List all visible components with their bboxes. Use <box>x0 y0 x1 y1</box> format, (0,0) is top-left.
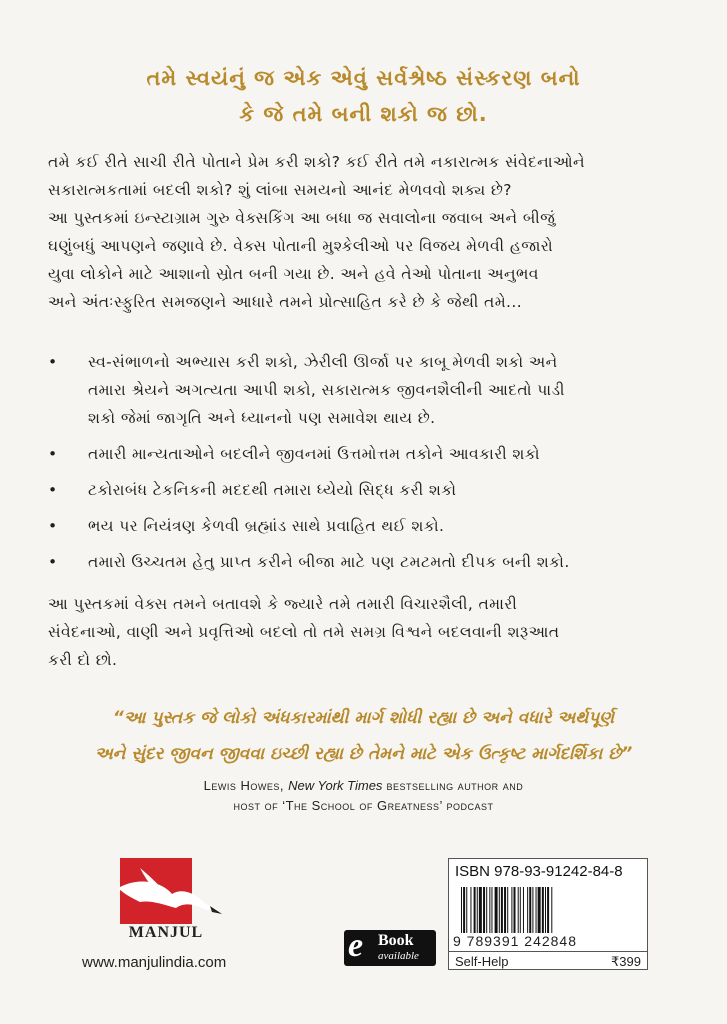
book-price: ₹399 <box>611 954 641 969</box>
bullet-line: શકો જેમાં જાગૃતિ અને ધ્યાનનો પણ સમાવેશ થાય છે. <box>88 409 436 427</box>
barcode-bar <box>527 887 528 933</box>
attribution-publication: New York Times <box>288 778 383 793</box>
barcode-bar <box>507 887 508 933</box>
barcode-bar <box>523 887 524 933</box>
bullet-line: તમારી માન્યતાઓને બદલીને જીવનમાં ઉત્તમોત્તમ તકોને આવકારી શકો <box>88 445 540 463</box>
ebook-sub-label: available <box>378 950 419 962</box>
outro-line: કરી દો છો. <box>48 651 118 669</box>
bullet-symbol: • <box>48 353 58 371</box>
intro-line: યુવા લોકોને માટે આશાનો સ્રોત બની ગયા છે. અને હવે તેઓ પોતાના અનુભવ <box>48 265 539 283</box>
ebook-e-letter: e <box>348 930 364 964</box>
bullet-line: તમારો ઉચ્ચતમ હેતુ પ્રાપ્ત કરીને બીજા માટે પણ ટમટમતો દીપક બની શકો. <box>88 553 570 571</box>
barcode-bar <box>477 887 478 933</box>
bullet-list <box>48 348 698 584</box>
barcode-bar <box>520 887 521 933</box>
isbn-label: ISBN 978-93-91242-84-8 <box>455 863 623 880</box>
publisher-website: www.manjulindia.com <box>82 954 227 971</box>
barcode-bar <box>538 887 541 933</box>
bullet-line: ટકોરાબંધ ટેકનિકની મદદથી તમારા ધ્યેયો સિદ્ધ કરી શકો <box>88 481 457 499</box>
barcode-bar <box>532 887 533 933</box>
barcode-bar <box>518 887 519 933</box>
outro-line: આ પુસ્તકમાં વેક્સ તમને બતાવશે કે જ્યારે તમે તમારી વિચારશૈલી, તમારી <box>48 595 518 613</box>
barcode-bar <box>489 887 490 933</box>
intro-paragraph <box>48 148 688 316</box>
outro-line: સંવેદનાઓ, વાણી અને પ્રવૃત્તિઓ બદલો તો તમે સમગ્ર વિશ્વને બદલવાની શરૂઆત <box>48 623 560 641</box>
barcode-bar <box>474 887 476 933</box>
barcode-bar <box>545 887 546 933</box>
attribution-name: Lewis Howes, <box>203 778 289 793</box>
barcode-bar <box>511 887 512 933</box>
publisher-logo <box>110 858 222 948</box>
headline-line: કે જે તમે બની શકો જ છો. <box>239 102 488 126</box>
barcode-bar <box>466 887 467 933</box>
barcode-bar <box>514 887 516 933</box>
publisher-name: MANJUL <box>128 924 204 941</box>
barcode-bar <box>547 887 549 933</box>
barcode-bar <box>495 887 498 933</box>
quote-attribution <box>0 776 727 816</box>
bullet-line: સ્વ-સંભાળનો અભ્યાસ કરી શકો, ઝેરીલી ઊર્જા પર કાબૂ મેળવી શકો અને <box>88 353 558 371</box>
bullet-symbol: • <box>48 445 58 463</box>
crane-bird-icon <box>110 858 222 928</box>
headline-line: તમે સ્વયંનું જ એક એવું સર્વશ્રેષ્ઠ સંસ્કરણ બનો <box>146 66 581 90</box>
barcode-bar <box>479 887 482 933</box>
barcode-bar <box>501 887 503 933</box>
outro-paragraph <box>48 590 688 674</box>
isbn-footer <box>449 951 647 970</box>
ebook-label: Book <box>378 932 414 949</box>
bullet-item <box>48 440 698 468</box>
bullet-item <box>48 512 698 540</box>
barcode-bar <box>461 887 462 933</box>
endorsement-quote <box>0 700 727 772</box>
barcode-bar <box>529 887 531 933</box>
bullet-line: ભય પર નિયંત્રણ કેળવી બ્રહ્માંડ સાથે પ્રવાહિત થઈ શકો. <box>88 517 445 535</box>
barcode-image <box>461 887 637 933</box>
barcode-bar <box>542 887 544 933</box>
attribution-role: bestselling author and <box>382 778 524 793</box>
intro-line: ઘણુંબધું આપણને જણાવે છે. વેક્સ પોતાની મુશ્કેલીઓ પર વિજય મેળવી હજારો <box>48 237 554 255</box>
isbn-barcode-box <box>448 858 648 970</box>
book-category: Self-Help <box>455 954 509 969</box>
bullet-symbol: • <box>48 517 58 535</box>
barcode-bar <box>536 887 537 933</box>
quote-line: “આ પુસ્તક જે લોકો અંધકારમાંથી માર્ગ શોધી રહ્યા છે અને વધારે અર્થપૂર્ણ <box>112 708 615 728</box>
bullet-item <box>48 548 698 576</box>
intro-line: આ પુસ્તકમાં ઇન્સ્ટાગ્રામ ગુરુ વેક્સકિંગ આ બધા જ સવાલોના જવાબ અને બીજું <box>48 209 556 227</box>
headline <box>0 60 727 132</box>
publisher-logo-mark <box>120 858 192 924</box>
barcode-bar <box>504 887 506 933</box>
bullet-symbol: • <box>48 481 58 499</box>
bullet-symbol: • <box>48 553 58 571</box>
barcode-bar <box>463 887 465 933</box>
barcode-bar <box>470 887 471 933</box>
intro-line: સકારાત્મકતામાં બદલી શકો? શું લાંબા સમયનો આનંદ મેળવવો શક્ય છે? <box>48 181 512 199</box>
barcode-bar <box>499 887 500 933</box>
attribution-role-line: host of ‘The School of Greatness’ podcast <box>233 798 494 813</box>
intro-line: તમે કઈ રીતે સાચી રીતે પોતાને પ્રેમ કરી શકો? કઈ રીતે તમે નકારાત્મક સંવેદનાઓને <box>48 153 585 171</box>
ebook-available-badge <box>344 930 436 966</box>
barcode-digits: 9 789391 242848 <box>453 933 577 949</box>
bullet-line: તમારા શ્રેયને અગત્યતા આપી શકો, સકારાત્મક જીવનશૈલીની આદતો પાડી <box>88 381 565 399</box>
bullet-item <box>48 476 698 504</box>
barcode-bar <box>486 887 487 933</box>
intro-line: અને અંતઃસ્ફુરિત સમજણને આધારે તમને પ્રોત્સાહિત કરે છે કે જેથી તમે... <box>48 293 523 311</box>
barcode-bar <box>491 887 492 933</box>
quote-line: અને સુંદર જીવન જીવવા ઇચ્છી રહ્યા છે તેમને માટે એક ઉત્કૃષ્ટ માર્ગદર્શિકા છે” <box>94 744 633 764</box>
barcode-bar <box>551 887 552 933</box>
barcode-bar <box>483 887 485 933</box>
bullet-item <box>48 348 698 432</box>
